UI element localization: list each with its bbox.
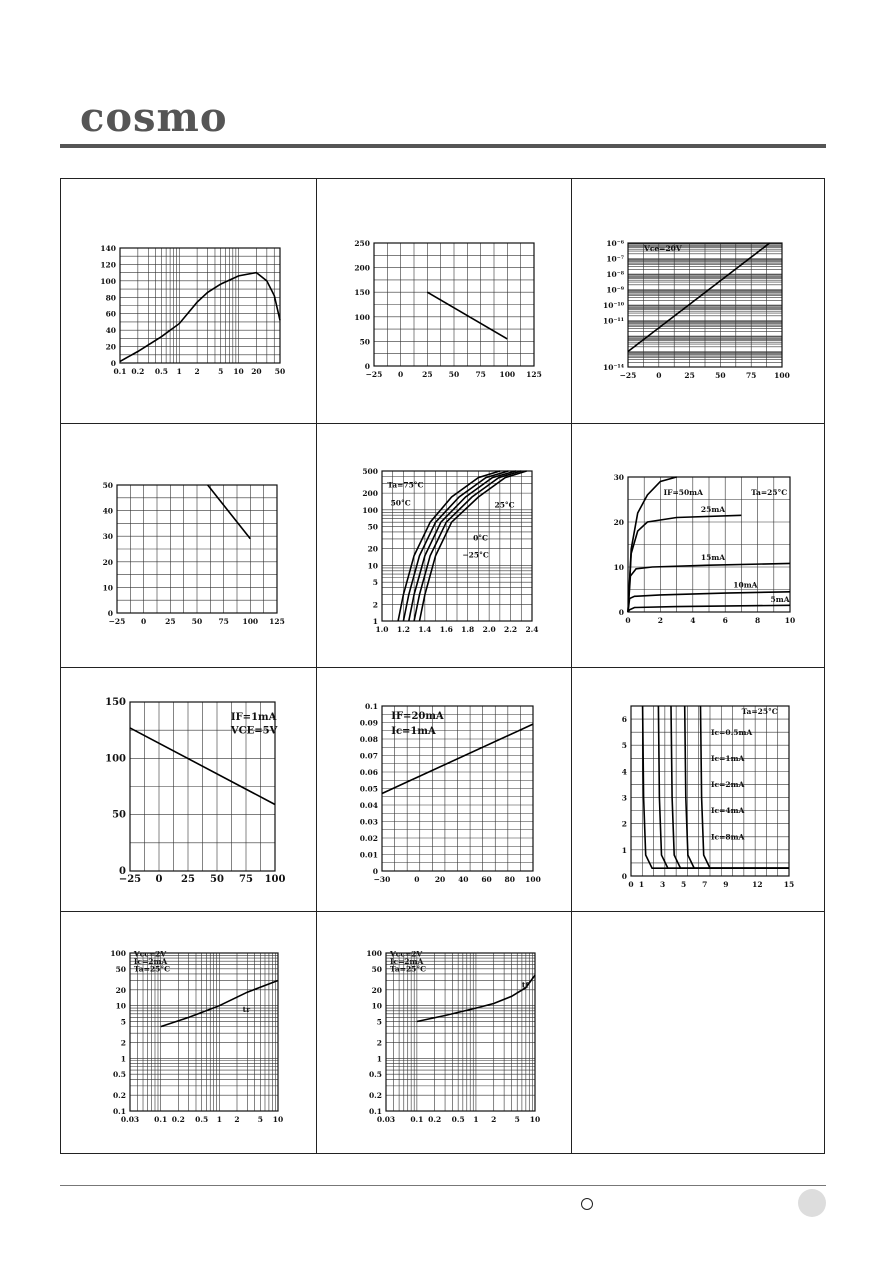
chart-10 bbox=[110, 949, 283, 1124]
y-tick-label: 10⁻⁸ bbox=[606, 270, 624, 279]
x-tick-label: 100 bbox=[264, 874, 286, 885]
y-tick-label: 200 bbox=[362, 489, 378, 499]
y-tick-label: 140 bbox=[100, 244, 116, 253]
x-tick-label: 100 bbox=[499, 370, 516, 379]
annotation-label: 25°C bbox=[494, 500, 515, 510]
x-tick-label: −25 bbox=[108, 617, 126, 626]
annotation-label: 5mA bbox=[770, 595, 790, 605]
y-tick-label: 20 bbox=[371, 985, 382, 995]
x-tick-label: 1.4 bbox=[418, 625, 432, 634]
y-tick-label: 120 bbox=[100, 260, 116, 270]
y-tick-label: 10 bbox=[367, 561, 378, 571]
y-tick-label: 0 bbox=[372, 867, 378, 876]
chart-5 bbox=[362, 467, 538, 634]
x-tick-label: 100 bbox=[242, 617, 259, 626]
x-tick-label: 0.2 bbox=[428, 1115, 442, 1124]
y-tick-label: 0 bbox=[621, 872, 627, 881]
company-logo: cosmo bbox=[80, 94, 228, 141]
x-tick-label: 1 bbox=[216, 1115, 222, 1124]
y-tick-label: 150 bbox=[354, 288, 370, 298]
x-tick-label: 1.8 bbox=[461, 625, 475, 634]
annotation-label: Vcc=2V bbox=[133, 949, 167, 959]
series-line-1 bbox=[208, 485, 251, 539]
y-tick-label: 100 bbox=[366, 949, 382, 958]
chart-4 bbox=[103, 481, 285, 626]
y-tick-label: 40 bbox=[105, 326, 116, 336]
x-tick-label: 0 bbox=[141, 617, 147, 626]
x-tick-label: 0.03 bbox=[376, 1115, 396, 1124]
x-tick-label: 75 bbox=[239, 874, 253, 885]
x-tick-label: 5 bbox=[681, 880, 687, 889]
y-tick-label: 5 bbox=[120, 1017, 126, 1027]
x-tick-label: 25 bbox=[165, 617, 176, 626]
y-tick-label: 50 bbox=[112, 809, 126, 821]
x-tick-label: 25 bbox=[684, 371, 695, 380]
y-tick-label: 0.01 bbox=[359, 850, 378, 860]
x-tick-label: 0.5 bbox=[451, 1115, 465, 1124]
y-tick-label: 100 bbox=[105, 753, 126, 765]
y-tick-label: 40 bbox=[102, 506, 113, 516]
y-tick-label: 10 bbox=[102, 583, 113, 593]
y-tick-label: 0 bbox=[107, 609, 113, 618]
y-tick-label: 30 bbox=[102, 532, 113, 542]
x-tick-label: 100 bbox=[774, 371, 790, 380]
y-tick-label: 0 bbox=[618, 608, 624, 617]
x-tick-label: 10 bbox=[784, 616, 796, 625]
y-tick-label: 0.1 bbox=[368, 1107, 382, 1116]
x-tick-label: 2 bbox=[194, 367, 200, 376]
y-tick-label: 500 bbox=[362, 467, 378, 476]
x-tick-label: 1.0 bbox=[375, 625, 389, 634]
x-tick-label: 10 bbox=[529, 1115, 541, 1124]
y-tick-label: 0.2 bbox=[112, 1091, 126, 1101]
x-tick-label: 10 bbox=[233, 367, 244, 376]
y-tick-label: 10⁻⁶ bbox=[606, 239, 624, 248]
x-tick-label: 5 bbox=[514, 1115, 520, 1124]
chart-11 bbox=[366, 949, 540, 1124]
x-tick-label: 6 bbox=[722, 616, 728, 625]
x-tick-label: 60 bbox=[481, 875, 492, 884]
y-tick-label: 200 bbox=[354, 263, 370, 273]
x-tick-label: 0 bbox=[625, 616, 631, 625]
annotation-label: Ic=1mA bbox=[711, 753, 745, 763]
annotation-label: Ic=2mA bbox=[389, 956, 424, 966]
annotation-label: Vcc=2V bbox=[389, 949, 423, 959]
chart-3 bbox=[603, 239, 790, 380]
x-tick-label: 10 bbox=[272, 1115, 284, 1124]
y-tick-label: 0.06 bbox=[359, 768, 378, 777]
y-tick-label: 6 bbox=[621, 715, 627, 725]
x-tick-label: 15 bbox=[783, 880, 795, 889]
y-tick-label: 2 bbox=[120, 1038, 126, 1048]
y-tick-label: 1 bbox=[372, 617, 378, 626]
x-tick-label: 0 bbox=[155, 874, 163, 885]
x-tick-label: 1 bbox=[638, 880, 645, 889]
y-tick-label: 2 bbox=[621, 819, 627, 829]
x-tick-label: −25 bbox=[619, 371, 637, 380]
y-tick-label: 100 bbox=[362, 505, 378, 515]
annotation-label: Ic=4mA bbox=[711, 806, 745, 816]
y-tick-label: 50 bbox=[367, 522, 378, 532]
series-line-2 bbox=[628, 515, 741, 612]
y-tick-label: 10⁻¹⁴ bbox=[603, 363, 624, 372]
x-tick-label: 125 bbox=[526, 370, 542, 379]
y-tick-label: 5 bbox=[621, 741, 627, 751]
annotation-label: IF=50mA bbox=[663, 488, 703, 497]
x-tick-label: 12 bbox=[752, 880, 763, 889]
x-tick-label: 125 bbox=[269, 617, 285, 626]
y-tick-label: 0.2 bbox=[368, 1091, 382, 1101]
annotation-label: Ta=25°C bbox=[751, 488, 788, 497]
y-tick-label: 0.08 bbox=[359, 735, 378, 744]
x-tick-label: −25 bbox=[365, 370, 383, 379]
x-tick-label: 5 bbox=[218, 367, 224, 376]
y-tick-label: 50 bbox=[371, 964, 382, 974]
y-tick-label: 10 bbox=[115, 1001, 126, 1011]
x-tick-label: 0.1 bbox=[410, 1115, 424, 1124]
annotation-label: Ic=2mA bbox=[711, 780, 745, 790]
x-tick-label: 20 bbox=[251, 367, 262, 376]
y-tick-label: 10⁻¹¹ bbox=[603, 316, 624, 326]
annotation-label: 50°C bbox=[390, 498, 411, 508]
x-tick-label: 50 bbox=[191, 617, 203, 626]
y-tick-label: 0.07 bbox=[359, 751, 378, 761]
x-tick-label: 50 bbox=[448, 370, 460, 379]
y-tick-label: 20 bbox=[115, 985, 126, 995]
x-tick-label: 0.2 bbox=[171, 1115, 185, 1124]
y-tick-label: 10 bbox=[371, 1001, 382, 1011]
annotation-label: Ta=25°C bbox=[741, 706, 778, 716]
annotation-label: tf bbox=[521, 980, 529, 990]
annotation-label: Ta=25°C bbox=[133, 964, 171, 974]
y-tick-label: 3 bbox=[621, 793, 627, 803]
x-tick-label: 25 bbox=[181, 874, 195, 885]
y-tick-label: 4 bbox=[621, 767, 627, 777]
y-tick-label: 5 bbox=[372, 578, 378, 588]
y-tick-label: 0.02 bbox=[359, 834, 378, 843]
annotation-label: 15mA bbox=[700, 552, 726, 562]
chart-1 bbox=[100, 244, 285, 376]
x-tick-label: 0 bbox=[628, 880, 634, 889]
x-tick-label: 3 bbox=[659, 880, 666, 889]
annotation-label: −25°C bbox=[462, 550, 489, 560]
y-tick-label: 10⁻⁹ bbox=[606, 285, 624, 295]
annotation-label: Ic=1mA bbox=[391, 726, 436, 738]
x-tick-label: 8 bbox=[754, 616, 761, 625]
x-tick-label: 75 bbox=[218, 617, 229, 626]
plot-frame bbox=[130, 953, 278, 1111]
x-tick-label: 25 bbox=[422, 370, 433, 379]
x-tick-label: 0.5 bbox=[154, 367, 168, 376]
y-tick-label: 0 bbox=[119, 866, 126, 877]
y-tick-label: 0.05 bbox=[359, 784, 378, 794]
y-tick-label: 0 bbox=[364, 362, 370, 371]
y-tick-label: 20 bbox=[105, 342, 116, 352]
x-tick-label: 2.4 bbox=[525, 625, 539, 634]
y-tick-label: 10⁻¹⁰ bbox=[603, 301, 624, 310]
x-tick-label: 0.5 bbox=[195, 1115, 209, 1124]
x-tick-label: 50 bbox=[274, 367, 286, 376]
x-tick-label: 1.6 bbox=[439, 625, 453, 634]
x-tick-label: 4 bbox=[690, 616, 696, 625]
x-tick-label: 2 bbox=[491, 1115, 497, 1124]
y-tick-label: 0.5 bbox=[368, 1070, 382, 1080]
x-tick-label: 1 bbox=[473, 1115, 479, 1124]
chart-2 bbox=[354, 239, 541, 379]
annotation-label: 25mA bbox=[700, 505, 726, 515]
chart-8 bbox=[360, 702, 541, 884]
x-tick-label: 75 bbox=[475, 370, 486, 379]
y-tick-label: 150 bbox=[105, 697, 126, 708]
x-tick-label: −25 bbox=[118, 874, 142, 885]
y-tick-label: 20 bbox=[613, 518, 624, 527]
annotation-label: Ic=8mA bbox=[711, 832, 745, 842]
x-tick-label: 0 bbox=[656, 371, 662, 380]
annotation-label: IF=1mA bbox=[230, 712, 277, 724]
x-tick-label: 2 bbox=[234, 1115, 240, 1124]
annotation-label: 10mA bbox=[733, 580, 758, 590]
x-tick-label: 0.1 bbox=[113, 367, 127, 376]
page-marker-icon bbox=[798, 1189, 826, 1217]
y-tick-label: 0.1 bbox=[112, 1107, 126, 1116]
y-tick-label: 20 bbox=[367, 544, 378, 554]
annotation-label: 0°C bbox=[473, 533, 489, 543]
y-tick-label: 50 bbox=[115, 964, 126, 974]
x-tick-label: 1.2 bbox=[396, 625, 410, 634]
y-tick-label: 0 bbox=[110, 359, 116, 368]
x-tick-label: 0.2 bbox=[131, 367, 145, 376]
x-tick-label: 2 bbox=[657, 616, 664, 625]
y-tick-label: 1 bbox=[621, 845, 627, 855]
x-tick-label: 5 bbox=[257, 1115, 263, 1124]
x-tick-label: −30 bbox=[373, 875, 391, 884]
x-tick-label: 0.03 bbox=[120, 1115, 140, 1124]
x-tick-label: 2.0 bbox=[482, 625, 496, 634]
series-line-1 bbox=[120, 273, 280, 362]
y-tick-label: 2 bbox=[376, 1038, 382, 1048]
x-tick-label: 1 bbox=[176, 367, 182, 376]
y-tick-label: 250 bbox=[354, 239, 370, 248]
y-tick-label: 10⁻⁷ bbox=[606, 254, 624, 264]
x-tick-label: 100 bbox=[525, 875, 541, 884]
y-tick-label: 5 bbox=[376, 1017, 382, 1027]
annotation-label: Ta=25°C bbox=[389, 964, 427, 974]
y-tick-label: 10 bbox=[613, 563, 624, 572]
y-tick-label: 50 bbox=[102, 481, 113, 490]
x-tick-label: 0.1 bbox=[154, 1115, 168, 1124]
annotation-label: Ta=75°C bbox=[387, 480, 424, 490]
annotation-label: Vce=20V bbox=[644, 244, 682, 254]
annotation-label: Ic=0.5mA bbox=[711, 727, 753, 737]
x-tick-label: 40 bbox=[458, 875, 469, 884]
y-tick-label: 50 bbox=[359, 337, 370, 347]
x-tick-label: 20 bbox=[434, 875, 446, 884]
plot-frame bbox=[386, 953, 535, 1111]
y-tick-label: 0.03 bbox=[359, 817, 378, 827]
x-tick-label: 7 bbox=[702, 880, 708, 889]
footer-divider bbox=[60, 1185, 826, 1186]
y-tick-label: 1 bbox=[376, 1054, 382, 1064]
y-tick-label: 100 bbox=[100, 276, 116, 286]
x-tick-label: 80 bbox=[504, 875, 515, 884]
y-tick-label: 0.1 bbox=[364, 702, 378, 711]
x-tick-label: 0 bbox=[398, 370, 404, 379]
x-tick-label: 9 bbox=[723, 880, 729, 889]
x-tick-label: 0 bbox=[414, 875, 420, 884]
y-tick-label: 80 bbox=[105, 293, 116, 303]
annotation-label: IF=20mA bbox=[391, 711, 444, 723]
chart-7 bbox=[105, 697, 285, 885]
x-tick-label: 75 bbox=[745, 371, 757, 380]
y-tick-label: 0.04 bbox=[359, 801, 378, 810]
y-tick-label: 0.09 bbox=[359, 718, 378, 728]
annotation-label: VCE=5V bbox=[230, 725, 278, 737]
y-tick-label: 1 bbox=[120, 1054, 126, 1064]
x-tick-label: 50 bbox=[715, 371, 726, 380]
y-tick-label: 20 bbox=[102, 557, 113, 567]
circle-mark-icon bbox=[581, 1198, 593, 1210]
x-tick-label: 2.2 bbox=[504, 625, 518, 634]
y-tick-label: 30 bbox=[613, 473, 624, 482]
x-tick-label: 50 bbox=[210, 874, 224, 885]
y-tick-label: 100 bbox=[354, 312, 370, 322]
y-tick-label: 2 bbox=[372, 600, 378, 610]
chart-6 bbox=[614, 473, 796, 625]
chart-9 bbox=[622, 706, 794, 889]
y-tick-label: 60 bbox=[105, 309, 116, 319]
annotation-label: tr bbox=[242, 1005, 251, 1015]
y-tick-label: 100 bbox=[110, 949, 126, 958]
annotation-label: Ic=2mA bbox=[133, 956, 168, 966]
y-tick-label: 0.5 bbox=[112, 1070, 126, 1080]
